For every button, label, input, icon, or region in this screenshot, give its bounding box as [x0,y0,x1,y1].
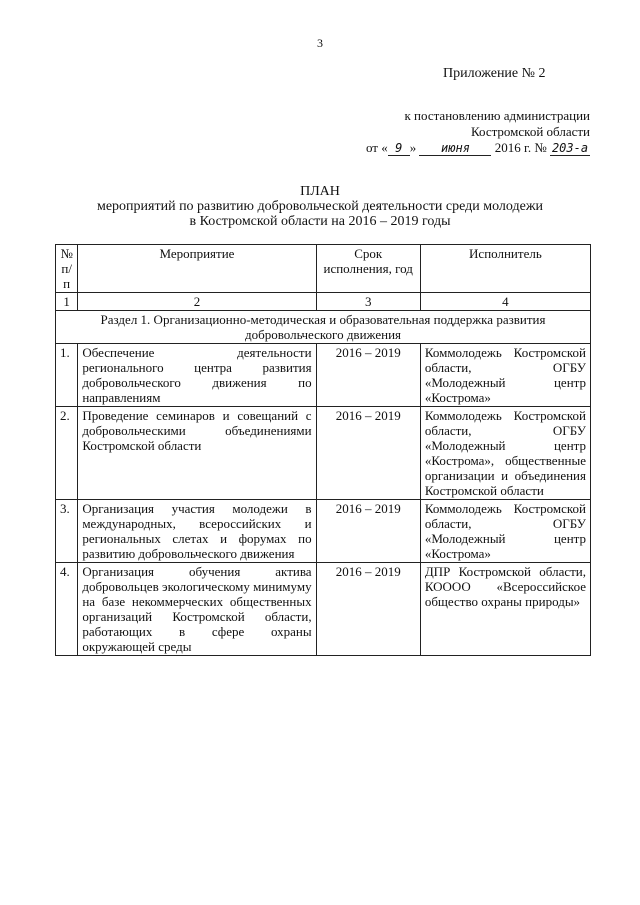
row-activity: Организация обучения актива добровольцев экологическому минимуму на базе некоммерческих общественных организаций Костромской области, работающих в сфере охраны окружающей среды [78,563,316,656]
table-header-row [56,245,591,293]
section-row [56,311,591,344]
row-executor: Коммолодежь Костромской области, ОГБУ «Молодежный центр «Кострома» [420,344,590,407]
date-month: июня [419,142,491,156]
table-row [56,500,591,563]
header-date-line [360,140,590,156]
title-line-2: мероприятий по развитию добровольческой деятельности среди молодежи [96,199,544,214]
row-activity: Обеспечение деятельности регионального центра развития добровольческого движения по направлениям [78,344,316,407]
title-main: ПЛАН [300,184,340,199]
table-row [56,407,591,500]
col-number-3: 3 [316,293,420,311]
col-number-1: 1 [56,293,78,311]
col-number-2: 2 [78,293,316,311]
table-row [56,344,591,407]
row-executor: ДПР Костромской области, КОООО «Всероссийское общество охраны природы» [420,563,590,656]
row-term: 2016 – 2019 [316,344,420,407]
date-prefix: от « [365,140,388,155]
table-row [56,563,591,656]
row-term: 2016 – 2019 [316,500,420,563]
plan-title [0,184,640,229]
row-executor: Коммолодежь Костромской области, ОГБУ «Молодежный центр «Кострома» [420,500,590,563]
title-line-3: в Костромской области на 2016 – 2019 годы [189,214,451,229]
col-header-executor: Исполнитель [420,245,590,293]
col-header-activity: Мероприятие [78,245,316,293]
row-number: 4. [56,563,78,656]
row-term: 2016 – 2019 [316,407,420,500]
column-numbering-row [56,293,591,311]
row-term: 2016 – 2019 [316,563,420,656]
col-number-4: 4 [420,293,590,311]
date-day: 9 [388,142,410,156]
document-number: 203-а [551,141,589,155]
page-number: 3 [317,36,323,50]
col-header-number: № п/п [56,245,78,293]
date-year: 2016 г. № [494,140,547,155]
row-number: 1. [56,344,78,407]
row-activity: Проведение семинаров и совещаний с добровольческими объединениями Костромской области [78,407,316,500]
row-number: 2. [56,407,78,500]
row-number: 3. [56,500,78,563]
section-title: Раздел 1. Организационно-методическая и образовательная поддержка развития добровольческого движения [56,311,591,344]
header-line-2: Костромской области [470,124,590,139]
row-activity: Организация участия молодежи в международных, всероссийских и региональных слетах и форумах по развитию добровольческого движения [78,500,316,563]
header-line-1: к постановлению администрации [404,108,590,123]
plan-table [55,244,591,656]
resolution-header [360,108,590,156]
appendix-label: Приложение № 2 [443,66,546,81]
row-executor: Коммолодежь Костромской области, ОГБУ «Молодежный центр «Кострома», общественные организации и объединения Костромской области [420,407,590,500]
date-mid: » [409,140,417,155]
col-header-term: Срок исполнения, год [316,245,420,293]
